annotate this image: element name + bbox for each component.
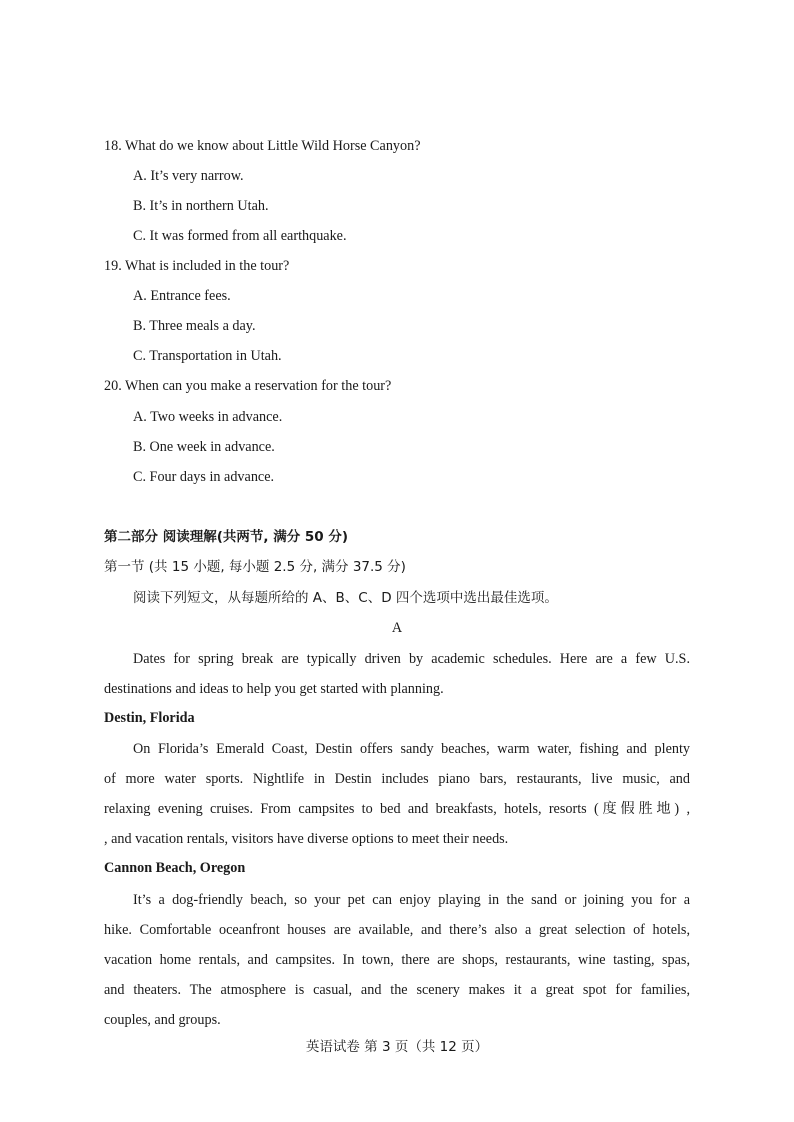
reading-instruction: 阅读下列短文，从每题所给的 A、B、C、D 四个选项中选出最佳选项。 — [133, 590, 558, 606]
question-18-option-a: A. It’s very narrow. — [133, 168, 244, 184]
question-19-option-b: B. Three meals a day. — [133, 318, 256, 334]
question-20-option-c: C. Four days in advance. — [133, 469, 275, 485]
question-18-option-c: C. It was formed from all earthquake. — [133, 228, 347, 244]
question-19-option-a: A. Entrance fees. — [133, 288, 231, 304]
cannon-beach-paragraph — [104, 885, 690, 1035]
cannon-line: It’s a dog-friendly beach, so your pet can enjoy playing in the sand or joining you for a — [133, 892, 690, 908]
passage-label: A — [391, 620, 403, 636]
question-20-option-a: A. Two weeks in advance. — [133, 409, 283, 425]
subsection-one-heading: 第一节 (共 15 小题, 每小题 2.5 分, 满分 37.5 分) — [104, 559, 406, 575]
question-20-stem: 20. When can you make a reservation for the tour? — [104, 378, 392, 394]
question-19-option-c: C. Transportation in Utah. — [133, 348, 282, 364]
page-footer: 英语试卷 第 3 页（共 12 页） — [305, 1039, 489, 1055]
question-20-option-b: B. One week in advance. — [133, 439, 275, 455]
destin-line: , and vacation rentals, visitors have diverse options to meet their needs. — [104, 831, 509, 847]
destin-line: On Florida’s Emerald Coast, Destin offers sandy beaches, warm water, fishing and plenty — [133, 741, 690, 757]
cannon-line: vacation home rentals, and campsites. In town, there are shops, restaurants, wine tasting, spas, — [104, 952, 690, 968]
cannon-line: hike. Comfortable oceanfront houses are available, and there’s also a great selection of hotels, — [104, 922, 690, 938]
passage-intro-line: Dates for spring break are typically driven by academic schedules. Here are a few U.S. — [133, 651, 690, 667]
destin-line: relaxing evening cruises. From campsites to bed and breakfasts, hotels, resorts (度假胜地) , — [104, 801, 690, 817]
destin-heading: Destin, Florida — [104, 710, 195, 726]
destin-paragraph — [104, 734, 690, 854]
passage-intro — [104, 644, 690, 704]
question-18-option-b: B. It’s in northern Utah. — [133, 198, 269, 214]
part-two-heading: 第二部分 阅读理解(共两节, 满分 50 分) — [104, 529, 349, 545]
passage-intro-line: destinations and ideas to help you get started with planning. — [104, 681, 444, 697]
cannon-beach-heading: Cannon Beach, Oregon — [104, 860, 246, 876]
cannon-line: and theaters. The atmosphere is casual, and the scenery makes it a great spot for families, — [104, 982, 690, 998]
cannon-line: couples, and groups. — [104, 1012, 221, 1028]
destin-line: of more water sports. Nightlife in Destin includes piano bars, restaurants, live music, and — [104, 771, 690, 787]
question-18-stem: 18. What do we know about Little Wild Horse Canyon? — [104, 138, 421, 154]
question-19-stem: 19. What is included in the tour? — [104, 258, 290, 274]
